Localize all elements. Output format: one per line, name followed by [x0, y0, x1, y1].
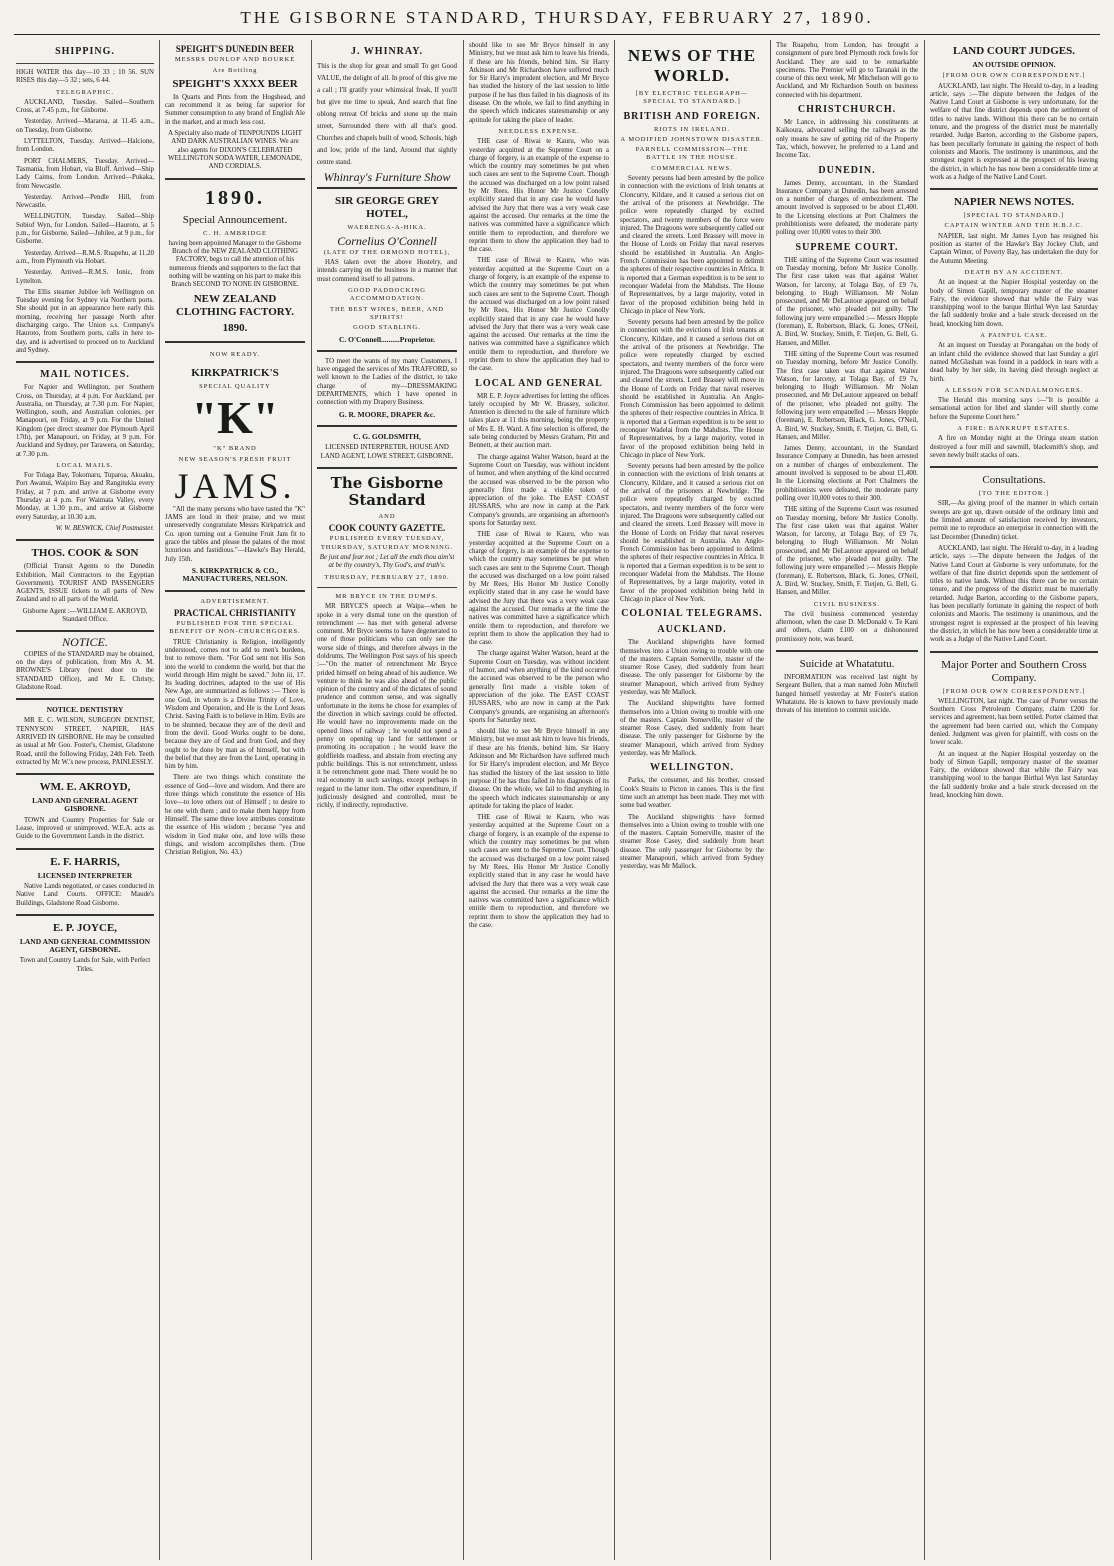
- special-announcement: Special Announcement.: [182, 213, 288, 226]
- mail-text: For Napier and Wellington, per Southern Cross, on Thursday, at 4 p.m. For Auckland, per Australia, on Thursday, at 7.30 p.m. For Napier, Wellington, south, and Australian colonies, per Manapouri, on Friday, at 9 p.m. For the United Kingdom (per direct steamer doe Plymouth April 17th), per Manapouri, on Friday, at 9 p.m. For Auckland and Sydney, per Tarawera, on Saturday, at 7.30 p.m.: [16, 384, 154, 458]
- auckland-text: The Auckland shipwrights have formed themselves into a Union owing to trouble with one of the masters. Captain Somerville, master of the steamer Rose Casey, died suddenly from heart disease. The only passenger for Gisborne by the steamer Manapouri, which arrived from Sydney yesterday, was Mr Mallock.: [620, 639, 764, 696]
- local-mails-heading: LOCAL MAILS.: [56, 461, 114, 469]
- column-divider: [770, 40, 771, 1560]
- paddock: GOOD PADDOCKING ACCOMMODATION.: [348, 287, 426, 303]
- porter-from: [FROM OUR OWN CORRESPONDENT.]: [942, 687, 1086, 695]
- best-wines: THE BEST WINES, BEER, AND SPIRITS!: [330, 305, 444, 321]
- wellington-heading: WELLINGTON.: [650, 762, 734, 774]
- cook-agent: Gisborne Agent :—WILLIAM E. AKROYD, Standard Office.: [22, 607, 148, 624]
- parnell: PARNELL COMMISSION—THE BATTLE IN THE HOUSE.: [635, 146, 749, 162]
- column-divider: [463, 40, 464, 1560]
- consultations-heading: Consultations.: [982, 474, 1046, 487]
- to-editor: [TO THE EDITOR.]: [979, 490, 1049, 498]
- year-1890-second: 1890.: [222, 321, 248, 334]
- joyce-text: Town and Country Lands for Sale, with Perfect Titles.: [19, 957, 151, 973]
- postmaster: W. W. BESWICK, Chief Postmaster.: [55, 524, 154, 532]
- motto: Be just and fear not ; Let all the ends thou aim'st at be thy country's, Thy God's, and truth's.: [319, 554, 455, 570]
- jams-text: "All the many persons who have tasted the "K" JAMS are loud in their praise, and we must unreservedly congratulate Messrs Kirkpatrick and Co. upon turning out a Genuine Fruit Jam fit to grace the tables and please the palates of the most luxurious and fastidious."—Hawke's Bay Herald, July 15th.: [165, 505, 305, 563]
- column-5: [620, 42, 764, 1558]
- notice-text: COPIES of the STANDARD may be obtained, on the days of publication, from Mrs A. M. BROWNE'S Library (next door to the STANDARD Office), and Mr E. Christy, Gladstone Road.: [16, 650, 154, 691]
- speight-heading: SPEIGHT'S DUNEDIN BEER: [175, 44, 295, 54]
- issue-date: THURSDAY, FEBRUARY 27, 1890.: [324, 573, 450, 581]
- mail-heading: MAIL NOTICES.: [40, 369, 130, 381]
- johnstown: A MODIFIED JOHNSTOWN DISASTER.: [620, 135, 764, 143]
- telegraphic-heading: TELEGRAPHIC.: [55, 88, 115, 96]
- ambridge-text: having been appointed Manager to the Gisborne Branch of the NEW ZEALAND CLOTHING FACTORY, begs to call the attention of his numerous friends and supporters to the fact that nothing will be wanting on his part to make this Branch SECOND TO NONE IN GISBORNE.: [168, 239, 302, 289]
- supreme-text-3: James Denny, accountant, in the Standard Insurance Company at Dunedin, has been arrested on a number of charges of embezzlement. The amount involved is supposed to be about £1,400. In the Licensing elections at Port Chalmers the prohibitionists were defeated, the moderate party polling over 10,000 votes to their 300.: [776, 445, 918, 502]
- dentistry-heading: NOTICE. DENTISTRY: [46, 705, 124, 715]
- paper-and: AND: [378, 512, 396, 520]
- ruapehu-text: The Ruapehu, from London, has brought a consignment of pure bred Plymouth rock fowls for Auckland. They are said to be remarkable specimens. The Premier will go to Taranaki in the course of this next week, Mr Mitchelson will go to Auckland, and Mr Richardson South on business connected with his department.: [776, 42, 918, 99]
- land-court-text: AUCKLAND, last night. The Herald to-day, in a leading article, says :—The dispute between the Judges of the Native Land Court at Gisborne is very unfortunate, for the welfare of that fine district depends upon the settlement of titles to native lands. Without this there can be no certain tenure, and the progress of the district must be materially retarded. Judge Barton, according to the Gisborne papers, has been peculiarly fortunate in gaining the respect of both colonists and Maoris. The testimony is unanimous, and the strongest regret is expressed at the prospect of his leaving the district, in which he has now been a considerable time at work as a Judge of the Native Land Court.: [930, 82, 1098, 181]
- advertisement: ADVERTISEMENT.: [200, 597, 270, 605]
- napier-heading: NAPIER NEWS NOTES.: [953, 196, 1075, 209]
- column-3: [317, 42, 457, 1558]
- column-divider: [614, 40, 615, 1560]
- joyce-heading: E. P. JOYCE,: [52, 921, 118, 934]
- published: PUBLISHED EVERY TUESDAY, THURSDAY, SATURDAY MORNING.: [320, 535, 454, 551]
- supreme-text-4: THE sitting of the Supreme Court was resumed on Tuesday morning, before Mr Justice Conolly. The first case taken was that against Walter Watson, for larceny, at Tolaga Bay, of £9 7s, belonging to Hugh Williamson. Mr Nolan prosecuted, and Mr DeLautour appeared on behalf of the prisoner, who pleaded not guilty. The following jury were empanelled :— Messrs Hepple (foreman), E. Robertson, Black, G. Jones, O'Neil, A. Bird, W. Stuckey, Smith, F. Tietjen, G. Bell, G. Hansen, and Miller.: [776, 506, 918, 597]
- by-telegraph: [BY ELECTRIC TELEGRAPH—SPECIAL TO STANDARD.]: [635, 90, 749, 106]
- column-2: [165, 42, 305, 1558]
- outside-opinion: AN OUTSIDE OPINION.: [972, 60, 1056, 69]
- shipping-item: Yesterday. Arrived—R.M.S. Ruapehu, at 11.20 a.m., from Plymouth via Hobart.: [16, 249, 154, 265]
- dunedin-text: James Denny, accountant, in the Standard Insurance Company at Dunedin, has been arrested on a number of charges of embezzlement. The amount involved is supposed to be about £1,400. In the Licensing elections at Port Chalmers the prohibitionists were defeated, the moderate party polling over 10,000 votes to their 300.: [776, 179, 918, 237]
- captain-winter: CAPTAIN WINTER AND THE H.B.J.C.: [944, 222, 1084, 230]
- colonial-heading: COLONIAL TELEGRAMS.: [621, 608, 763, 620]
- notice-heading: NOTICE.: [62, 635, 108, 650]
- death-text: At an inquest at the Napier Hospital yesterday on the body of Simon Gapill, temporary master of the steamer Fairy, the evidence showed that while the Fairy was transhipping wool to the barque Birthal Wyn last Saturday the fall suddenly broke and a bale struck deceased on the head, knocking him down.: [930, 279, 1098, 328]
- harris-heading: E. F. HARRIS,: [50, 855, 120, 868]
- dentist-text: MR E. C. WILSON, SURGEON DENTIST, TENNYSON STREET, NAPIER, HAS ARRIVED IN GISBORNE. He may be consulted as usual at Mr Goo. Foster's, Chemist, Gladstone Road, until the following Friday, 24th Feb. Teeth extracted by Mr W.'s new process, PAINLESSLY.: [16, 717, 154, 766]
- shipping-heading: SHIPPING.: [55, 46, 115, 57]
- k-brand-letter: "K": [191, 392, 279, 444]
- supreme-text: THE sitting of the Supreme Court was resumed on Tuesday morning, before Mr Justice Conolly. The first case taken was that against Walter Watson, for larceny, at Tolaga Bay, of £9 7s, belonging to Hugh Williamson. Mr Nolan prosecuted, and Mr DeLautour appeared on behalf of the prisoner, who pleaded not guilty. The following jury were empanelled :— Messrs Hepple (foreman), E. Robertson, Black, G. Jones, O'Neil, A. Bird, W. Stuckey, Smith, F. Tietjen, G. Bell, G. Hansen, and Miller.: [776, 256, 918, 347]
- year-1890: 1890.: [205, 186, 265, 209]
- now-ready: NOW READY.: [209, 350, 261, 358]
- suicide-heading: Suicide at Whatatutu.: [799, 658, 895, 670]
- civil-heading: CIVIL BUSINESS.: [813, 600, 881, 608]
- riots: RIOTS IN IRELAND.: [653, 125, 731, 133]
- bryce-continued: should like to see Mr Bryce himself in any Ministry, but we must ask him to leave his friends, if these are his friends, behind him. Sir Harry Atkinson and Mr Richardson have suffered much for Sir Harry's imprudent election, and Mr Bryce has studied the history of the last session to little purpose if he has thus failed in his diagnosis of its disease. On the whole, we fail to find anything in the speech which indicates statesmanship or any aptitude for taking the place of leader.: [469, 42, 609, 124]
- local-text-6: THE case of Riwai te Kauru, who was yesterday acquitted at the Supreme Court on a charge of forgery, is an example of the expense to which the country may sometimes be put when such cases are sent to the Supreme Court. Though the accused was discharged on a low point raised by Mr Rees, His Honor Mr Justice Conolly explicitly stated that in any case he would have advised the Jury that there was a very weak case against the accused. Our remarks at the time the natives was committed have a significance which entitle them to reproduction, and therefore we reprint them to show the application they had to the case.: [469, 814, 609, 929]
- whinray-poem: This is the shop for great and small To get Good VALUE, the delight of all. In proof of this give me a call ; I'll gratify your whimsical freak, If you'll but give me time to speak, And search that fine oblong retreat Of bricks and stone up the main street, Surrounded there with all that's good. Churches and chapels built of wood, Schools, high and low, pride of the land, Around that sightly centre stand.: [317, 63, 457, 166]
- whinray-heading: J. WHINRAY.: [350, 46, 424, 57]
- kirkpatrick-co: S. KIRKPATRICK & CO., MANUFACTURERS, NELSON.: [182, 565, 288, 584]
- late-ormond: (LATE OF THE ORMOND HOTEL),: [323, 248, 451, 256]
- proprietor: C. O'Connell..........Proprietor.: [338, 334, 436, 344]
- consultations-text-2: AUCKLAND, last night. The Herald to-day, in a leading article, says :—The dispute between the Judges of the Native Land Court at Gisborne is very unfortunate, for the welfare of that fine district depends upon the settlement of titles to native lands. Without this there can be no certain tenure, and the progress of the district must be materially retarded. Judge Barton, according to the Gisborne papers, has been peculiarly fortunate in gaining the respect of both colonists and Maoris. The testimony is unanimous, and the strongest regret is expressed at the prospect of his leaving the district, in which he has now been a considerable time at work as a Judge of the Native Land Court.: [930, 544, 1098, 644]
- needless-heading: NEEDLESS EXPENSE.: [498, 127, 580, 135]
- lesson-text: The Herald this morning says :—"It is possible a sensational action for libel and slander will shortly come before the Supreme Court here.": [930, 397, 1098, 421]
- pc-text-2: There are two things which constitute the essence of God—love and wisdom. And there are three things which constitute the essence of His love—to love others out of Himself ; to desire to be one with them ; and to make them happy from Himself. The same three love attributes constitute the essence of His wisdom ; because "yea and wisdom in God make one, and love wills these things, and wisdom accomplishes them. (True Christian Religion, No. 43.): [165, 774, 305, 857]
- masthead: THE GISBORNE STANDARD, THURSDAY, FEBRUARY 27, 1890.: [240, 8, 874, 27]
- world-text-3: Seventy persons had been arrested by the police in connection with the evictions of Irish tenants at Cloncurry, Kildare, and it caused a serious riot on the arrival of the prisoners at Newbridge. The police were repeatedly charged by excited spectators, and twenty members of the force were injured. The Dragoons were subsequently called out and cleared the streets. Lord Brassey will move in the House of Lords on Friday that naval reserves should be established in Australia. An Anglo-French Commission has been appointed to delimit the spheres of their respective countries in Africa. It is reported that a German expedition is to be sent to reconquer Wadelai from the Mahdists. The House of Representatives, by a large majority, voted in favor of the proposed exhibition being held in Chicago in place of New York.: [620, 463, 764, 603]
- christchurch-text: Mr Lance, in addressing his constituents at Kaikoura, advocated selling the railways as the only means he saw of getting rid of the Property Tax, which, however, he preferred to a Land and Income Tax.: [776, 119, 918, 160]
- dunlop: MESSRS DUNLOP AND BOURKE: [174, 56, 296, 64]
- column-divider: [311, 40, 312, 1560]
- column-6: [776, 42, 918, 1558]
- commercial: COMMERCIAL NEWS.: [651, 164, 733, 172]
- christchurch-heading: CHRISTCHURCH.: [797, 104, 897, 116]
- cornelius: Cornelius O'Connell: [337, 233, 437, 248]
- porter-text-2: At an inquest at the Napier Hospital yesterday on the body of Simon Gapill, temporary master of the steamer Fairy, the evidence showed that while the Fairy was transhipping wool to the barque Birthal Wyn last Saturday the fall suddenly broke and a bale struck deceased on the head, knocking him down.: [930, 750, 1098, 800]
- land-court-heading: LAND COURT JUDGES.: [953, 45, 1075, 57]
- column-1: [16, 42, 154, 1558]
- consultations-text: SIR,—As giving proof of the manner in which certain sweeps are got up, drawn outside of the ordinary limit and the limited amount of satisfaction received by investors, permit me to reproduce an enterprise in connection with the last December (Dunedin) ticket.: [930, 500, 1098, 541]
- world-text-2: Seventy persons had been arrested by the police in connection with the evictions of Irish tenants at Cloncurry, Kildare, and it caused a serious riot on the arrival of the prisoners at Newbridge. The police were repeatedly charged by excited spectators, and twenty members of the force were injured. The Dragoons were subsequently called out and cleared the streets. Lord Brassey will move in the House of Lords on Friday that naval reserves should be established in Australia. An Anglo-French Commission has been appointed to delimit the spheres of their respective countries in Africa. It is reported that a German expedition is to be sent to reconquer Wadelai from the Mahdists. The House of Representatives, by a large majority, voted in favor of the proposed exhibition being held in Chicago in place of New York.: [620, 319, 764, 459]
- special-quality: SPECIAL QUALITY: [199, 382, 271, 390]
- harris-sub: LICENSED INTERPRETER: [37, 870, 133, 880]
- pc-text: TRUE Christianity is Religion, intelligently understood, comes not to add to men's burdens, but to remove them. "For God sent not His Son into the world to condemn the world, but that the world through Him might be saved." John iii, 17. Its leading doctrines, adapted to the use of His New Age, are summarized as follows :— There is one God, in whom is a Divine Trinity of Love, Wisdom and Operation, and He is the Lord Jesus Christ. Saving Faith is to believe in Him. Evils are to be shunned, because they are of the devil and from the devil. Good Works ought to be done, because they are of God and from God, and they ought to be done by man as of himself, but with the belief that they are from the Lord, operating in him by him.: [165, 638, 305, 771]
- paper-title: The Gisborne Standard: [330, 473, 444, 509]
- local-text-4: The charge against Walter Watson, heard at the Supreme Court on Tuesday, was without incident of humor, and when anything of the kind occurred the accused was observed to be the person who generally first made a visible token of appreciation of the joke. The EAST COAST HUSSARS, who are now in camp at the Park Company's grounds, are organising an afternoon's sports for Saturday next.: [469, 650, 609, 724]
- beer-text-2: A Specialty also made of TENPOUNDS LIGHT AND DARK AUSTRALIAN WINES. We are also agents for DIXON'S CELEBRATED WELLINGTON SODA WATER, LEMONADE, AND CORDIALS.: [168, 130, 302, 171]
- practical-christianity: PRACTICAL CHRISTIANITY: [173, 607, 297, 618]
- akroyd-heading: WM. E. AKROYD,: [39, 781, 131, 794]
- goldsmith-text: LICENSED INTERPRETER, HOUSE AND LAND AGENT, LOWE STREET, GISBORNE.: [320, 444, 454, 460]
- shipping-item: WELLINGTON, Tuesday. Sailed—Ship Sobiof Wyn, for London. Sailed—Hauroto, at 5 p.m., for Gisborne. Sailed—Jubilee, at 9 p.m., for Gisborne.: [16, 213, 154, 246]
- local-text-3: THE case of Riwai te Kauru, who was yesterday acquitted at the Supreme Court on a charge of forgery, is an example of the expense to which the country may sometimes be put when such cases are sent to the Supreme Court. Though the accused was discharged on a low point raised by Mr Rees, His Honor Mr Justice Conolly explicitly stated that in any case he would have advised the Jury that there was a very weak case against the accused. Our remarks at the time the natives was committed have a significance which entitle them to reproduction, and therefore we reprint them to show the application they had to the case.: [469, 531, 609, 647]
- moore-text: TO meet the wants of my many Customers, I have engaged the services of Mrs TRAFFORD, so well known to the Ladies of the district, to take charge of my—DRESSMAKING DEPARTMENTS, which I have opened in connection with my Drapery Business.: [317, 357, 457, 407]
- supreme-text-2: THE sitting of the Supreme Court was resumed on Tuesday morning, before Mr Justice Conolly. The first case taken was that against Walter Watson, for larceny, at Tolaga Bay, of £9 7s, belonging to Hugh Williamson. Mr Nolan prosecuted, and Mr DeLautour appeared on behalf of the prisoner, who pleaded not guilty. The following jury were empanelled :— Messrs Hepple (foreman), E. Robertson, Black, G. Jones, O'Neil, A. Bird, W. Stuckey, Smith, F. Tietjen, G. Bell, G. Hansen, and Miller.: [776, 350, 918, 441]
- needless-text: THE case of Riwai te Kauru, who was yesterday acquitted at the Supreme Court on a charge of forgery, is an example of the expense to which the country may sometimes be put when such cases are sent to the Supreme Court. Though the accused was discharged on a low point raised by Mr Rees, His Honor Mr Justice Conolly explicitly stated that in any case he would have advised the Jury that there was a very weak case against the accused. Our remarks at the time the natives was committed have a significance which entitle them to reproduction, and therefore we reprint them to show the application they had to the case.: [469, 138, 609, 254]
- shipping-item: AUCKLAND, Tuesday. Sailed—Southern Cross, at 7.45 p.m., for Gisborne.: [16, 98, 154, 115]
- joyce-sub: LAND AND GENERAL COMMISSION AGENT, GISBORNE.: [19, 936, 151, 955]
- world-text: Seventy persons had been arrested by the police in connection with the evictions of Irish tenants at Cloncurry, Kildare, and it caused a serious riot on the arrival of the prisoners at Newbridge. The police were repeatedly charged by excited spectators, and twenty members of the force were injured. The Dragoons were subsequently called out and cleared the streets. Lord Brassey will move in the House of Lords on Friday that naval reserves should be established in Australia. An Anglo-French Commission has been appointed to delimit the spheres of their respective countries in Africa. It is reported that a German expedition is to be sent to reconquer Wadelai from the Mahdists. The House of Representatives, by a large majority, voted in favor of the proposed exhibition being held in Chicago in place of New York.: [620, 175, 764, 315]
- fire-heading: A FIRE: BANKRUPT ESTATES.: [957, 424, 1071, 432]
- shipping-item: LYTTELTON, Tuesday. Arrived—Halcione, from London.: [16, 138, 154, 154]
- ambridge: C. H. AMBRIDGE: [203, 229, 267, 237]
- local-text-5: should like to see Mr Bryce himself in any Ministry, but we must ask him to leave his friends, if these are his friends, behind him. Sir Harry Atkinson and Mr Richardson have suffered much for Sir Harry's imprudent election, and Mr Bryce has studied the history of the last session to little purpose if he has thus failed in his diagnosis of its disease. On the whole, we fail to find anything in the speech which indicates statesmanship or any aptitude for taking the place of leader.: [469, 728, 609, 810]
- nz-clothing-factory: NEW ZEALAND CLOTHING FACTORY.: [176, 292, 294, 318]
- hotel-heading: SIR GEORGE GREY HOTEL,: [335, 195, 439, 221]
- local-text-2: The charge against Walter Watson, heard at the Supreme Court on Tuesday, was without incident of humor, and when anything of the kind occurred the accused was observed to be the person who generally first made a visible token of appreciation of the joke. The EAST COAST HUSSARS, who are now in camp at the Park Company's grounds, are organising an afternoon's sports for Saturday next.: [469, 453, 609, 528]
- local-text: MR E. P. Joyce advertises for letting the offices lately occupied by Mr W. Brassey, solicitor. Attention is directed to the sale of furniture which takes place at 11 this morning, being the property of Mrs E. H. Ward. A fine selection is offered, the sale being conducted by Messrs Graham, Pitt and Bennett, at their auction mart.: [469, 392, 609, 450]
- harris-text: Native Lands negotiated, or cases conducted in Native Land Courts. OFFICE: Maude's Buildings, Gladstone Road Gisborne.: [16, 882, 154, 907]
- lesson-heading: A LESSON FOR SCANDALMONGERS.: [944, 386, 1084, 394]
- pc-sub: PUBLISHED FOR THE SPECIAL BENEFIT OF NON-CHURCHGOERS.: [169, 620, 301, 636]
- napier-text: NAPIER, last night. Mr James Lyon has resigned his position as starter of the Hawke's Bay Jockey Club, and Captain Winter, of Poverty Bay, has undertaken the duty for the Autumn Meeting.: [930, 232, 1098, 265]
- cook-heading: THOS. COOK & SON: [31, 547, 139, 560]
- auckland-heading: AUCKLAND.: [657, 624, 727, 636]
- shipping-item: PORT CHALMERS, Tuesday. Arrived—Tasmania, from Hobart, via Bluff. Arrived—Ship Lady Caims, from London. Arrived—Pukaka, from Newcastle.: [16, 157, 154, 190]
- column-divider: [159, 40, 160, 1560]
- fire-text: A fire on Monday night at the Oringa steam station destroyed a four mill and sawmill, blacksmith's shop, and seven newly built stacks of oats.: [930, 435, 1098, 459]
- moore: G. R. MOORE, DRAPER &c.: [338, 409, 436, 419]
- wellington-text: Parks, the consumer, and his brother, crossed Cook's Straits to Picton in canoes. This is the first time such an attempt has been made. They met with some bad weather.: [620, 777, 764, 810]
- shipping-item: Yesterday. Arrived—R.M.S. Ionic, from Lyttelton.: [16, 269, 154, 285]
- suicide-text: INFORMATION was received last night by Sergeant Bullen, that a man named John Mitchell hanged himself yesterday at Mr Foster's station Whatatutu. He is known to have previously made threats of his intention to commit suicide.: [776, 674, 918, 715]
- fresh-fruit: NEW SEASON'S FRESH FRUIT: [178, 455, 292, 463]
- bryce-text: MR BRYCE'S speech at Waipa—when he spoke in a very dismal tone on the question of retrenchment — has met with general adverse comment. Mr Bryce seems to have degenerated to one of those politicians who can only see the worse side of things, and therefore always in the doldrums. The Wellington Post says of his speech :—"On the matter of retrenchment Mr Bryce prided himself on being ahead of his audience. We venture to think he was also ahead of the public opinion of the country and of the dictates of sound prudence and common sense, and was signally unfortunate in the items he chose for examples of the direction in which savings could be effected. He would have no improvements made on the opened lines of railway ; he would not spend a penny on opening up land for settlement or promoting its occupation ; he would leave the goldfields roadless, and abstain from erecting any public buildings. This is not retrenchment, unless it be retrenchment gone mad. There would be no real economy in such savings, except perhaps in regard to the latter item. The other expenditure, if judiciously designed and controlled, must be richly, if indirectly, reproductive.: [317, 603, 457, 810]
- needless-text-repeat: THE case of Riwai te Kauru, who was yesterday acquitted at the Supreme Court on a charge of forgery, is an example of the expense to which the country may sometimes be put when such cases are sent to the Supreme Court. Though the accused was discharged on a low point raised by Mr Rees, His Honor Mr Justice Conolly explicitly stated that in any case he would have advised the Jury that there was a very weak case against the accused. Our remarks at the time the natives was committed have a significance which entitle them to reproduction, and therefore we reprint them to show the application they had to the case.: [469, 257, 609, 373]
- bryce-heading: MR BRYCE IN THE DUMPS.: [335, 592, 439, 600]
- british-heading: BRITISH AND FOREIGN.: [623, 110, 761, 122]
- dunedin-heading: DUNEDIN.: [818, 164, 876, 176]
- stabling: GOOD STABLING.: [353, 324, 421, 332]
- akroyd-text: TOWN and Country Properties for Sale or Lease, improved or unimproved. W.E.A. acts as Guide to the Government Lands in the district.: [16, 816, 154, 841]
- death-heading: DEATH BY AN ACCIDENT.: [964, 268, 1064, 276]
- hotel-text: HAS taken over the above Hostelry, and intends carrying on the business in a manner that must commend itself to all patrons.: [317, 259, 457, 283]
- porter-text: WELLINGTON, last night. The case of Porter versus the Southern Cross Petroleum Company, claim £200 for services and agreement, has been settled. Porter claimed that the agreement had been carried out, which the Company denied. Judgment was given for plaintiff, with costs on the lower scale.: [930, 697, 1098, 747]
- supreme-heading: SUPREME COURT.: [795, 241, 899, 253]
- column-4: [469, 42, 609, 1558]
- k-brand: "K" BRAND: [213, 445, 257, 453]
- beer-name: SPEIGHT'S XXXX BEER: [172, 77, 298, 90]
- wellington-text-2: The Auckland shipwrights have formed themselves into a Union owing to trouble with one of the masters. Captain Somerville, master of the steamer Rose Casey, died suddenly from heart disease. The only passenger for Gisborne by the steamer Manapouri, which arrived from Sydney yesterday, was Mr Mallock.: [620, 813, 764, 871]
- from-correspondent: [FROM OUR OWN CORRESPONDENT.]: [942, 72, 1086, 80]
- furniture-show: Whinray's Furniture Show: [323, 170, 451, 184]
- akroyd-sub: LAND AND GENERAL AGENT GISBORNE.: [32, 796, 138, 814]
- column-divider: [924, 40, 925, 1560]
- column-7: [930, 42, 1098, 1558]
- painful-text: At an inquest on Tuesday at Porangahau on the body of an infant child the evidence showed that last Sunday a girl named McGlashan was found in a paddock in tears with a dead baby by her side, its having died through neglect at birth.: [930, 342, 1098, 383]
- local-general-heading: LOCAL AND GENERAL: [475, 377, 603, 389]
- shipping-paragraph: The Ellis steamer Jubilee left Wellington on Tuesday evening for Sydney via Northern ports. She should put in an appearance here early this morning, receiving her passage North after discharging cargo. The Union s.s. Company's Hauroto, from Southern ports, calls in here to-day, and is advertised to proceed on to Auckland and Sydney.: [16, 288, 154, 354]
- special-to-standard: [SPECIAL TO STANDARD.]: [963, 212, 1065, 220]
- news-heading: NEWS OF THE WORLD.: [627, 46, 757, 85]
- porter-heading: Major Porter and Southern Cross Company.: [941, 658, 1087, 684]
- tides: HIGH WATER this day—10 33 ; 10 56. SUN RISES this day—5 32 ; sets, 6 44.: [16, 69, 154, 85]
- gazette: COOK COUNTY GAZETTE.: [328, 523, 446, 534]
- jams: JAMS.: [174, 465, 296, 506]
- cook-text: (Official Transit Agents to the Dunedin Exhibition, Mail Contractors to the Egyptian Government). TOURIST AND PASSENGERS AGENTS, ISSUE tickets to all parts of New Zealand and to all parts of the World.: [16, 563, 154, 604]
- bottling: Are Bottling: [212, 66, 258, 74]
- shipping-item: Yesterday. Arrived—Pendle Hill, from Newcastle.: [16, 193, 154, 210]
- shipping-item: Yesterday. Arrived—Mararoa, at 11.45 a.m., on Tuesday, from Gisborne.: [16, 118, 154, 134]
- painful-heading: A PAINFUL CASE.: [980, 332, 1048, 340]
- kirkpatrick: KIRKPATRICK'S: [191, 366, 279, 379]
- local-mails-text: For Tolaga Bay, Tokomaru, Tuparoa, Akuaku, Port Awanui, Waipiro Bay and Rangitukia every Friday, at 7 p.m. and arrive at Gisborne every Thursday at 4 p.m. For Waimata Valley, every Monday, at 1.30 p.m., and arrive at Gisborne every Saturday, at 10.30 a.m.: [16, 472, 154, 521]
- hotel-location: WAERENGA-A-HIKA.: [347, 224, 427, 232]
- civil-text: The civil business commenced yesterday afternoon, when the case D. McDonald v. Te Kani and others, claim £100 on a dishonoured promissory note, was heard.: [776, 610, 918, 643]
- masthead-rule: [14, 34, 1100, 35]
- beer-text: In Quarts and Pints from the Hogshead, and can recommend it as being far superior for Summer consumption to any brand of English Ale in the market, and at much less cost.: [165, 93, 305, 126]
- auckland-text-2: The Auckland shipwrights have formed themselves into a Union owing to trouble with one of the masters. Captain Somerville, master of the steamer Rose Casey, died suddenly from heart disease. The only passenger for Gisborne by the steamer Manapouri, which arrived from Sydney yesterday, was Mr Mallock.: [620, 700, 764, 758]
- goldsmith: C. G. GOLDSMITH,: [353, 431, 421, 441]
